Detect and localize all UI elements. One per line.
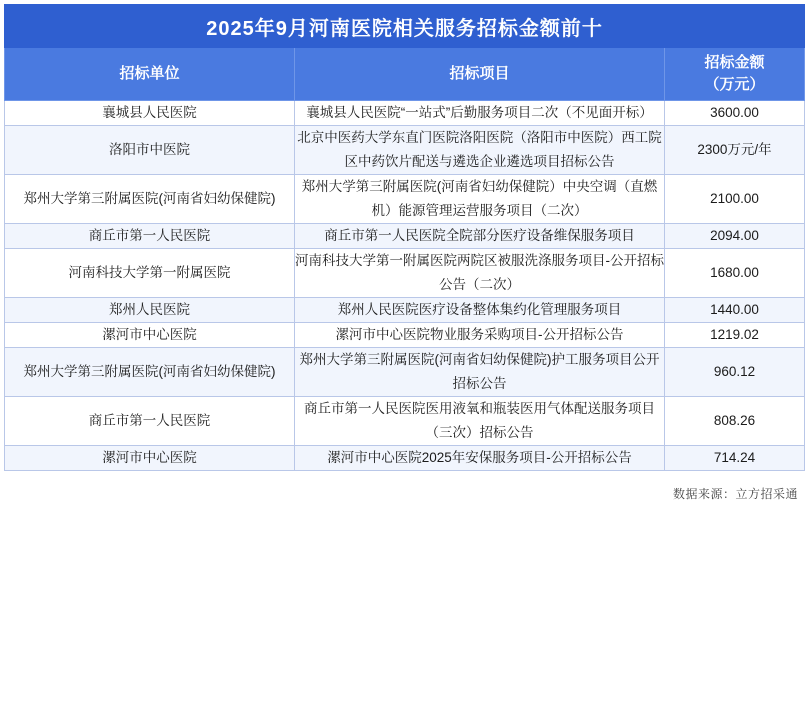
cell-project: 商丘市第一人民医院医用液氧和瓶装医用气体配送服务项目（三次）招标公告 xyxy=(295,397,665,446)
table-row xyxy=(5,348,805,397)
cell-unit: 漯河市中心医院 xyxy=(5,446,295,471)
cell-amount: 960.12 xyxy=(665,348,805,397)
cell-amount: 2100.00 xyxy=(665,175,805,224)
column-header-amount xyxy=(665,48,805,101)
cell-unit: 洛阳市中医院 xyxy=(5,126,295,175)
cell-amount: 1219.02 xyxy=(665,323,805,348)
cell-project: 河南科技大学第一附属医院两院区被服洗涤服务项目-公开招标公告（二次） xyxy=(295,249,665,298)
cell-unit: 郑州大学第三附属医院(河南省妇幼保健院) xyxy=(5,348,295,397)
table-row xyxy=(5,126,805,175)
cell-amount: 1680.00 xyxy=(665,249,805,298)
cell-project: 北京中医药大学东直门医院洛阳医院（洛阳市中医院）西工院区中药饮片配送与遴选企业遴选项目招标公告 xyxy=(295,126,665,175)
cell-amount: 2300万元/年 xyxy=(665,126,805,175)
table-row xyxy=(5,224,805,249)
column-header-amount-main: 招标金额 xyxy=(704,54,765,71)
bid-ranking-table xyxy=(4,4,805,471)
cell-project: 郑州大学第三附属医院(河南省妇幼保健院）中央空调（直燃机）能源管理运营服务项目（二次） xyxy=(295,175,665,224)
table-row xyxy=(5,175,805,224)
cell-amount: 1440.00 xyxy=(665,298,805,323)
table-header-row xyxy=(5,48,805,101)
cell-project: 漯河市中心医院物业服务采购项目-公开招标公告 xyxy=(295,323,665,348)
table-title-row xyxy=(5,5,805,48)
cell-unit: 河南科技大学第一附属医院 xyxy=(5,249,295,298)
table-row xyxy=(5,249,805,298)
cell-unit: 郑州人民医院 xyxy=(5,298,295,323)
table-row xyxy=(5,298,805,323)
column-header-project: 招标项目 xyxy=(295,48,665,101)
column-header-unit: 招标单位 xyxy=(5,48,295,101)
cell-unit: 商丘市第一人民医院 xyxy=(5,397,295,446)
data-source-note: 数据来源：立方招采通 xyxy=(672,487,798,501)
cell-project: 襄城县人民医院“一站式”后勤服务项目二次（不见面开标） xyxy=(295,101,665,126)
cell-project: 漯河市中心医院2025年安保服务项目-公开招标公告 xyxy=(295,446,665,471)
cell-amount: 714.24 xyxy=(665,446,805,471)
cell-project: 郑州大学第三附属医院(河南省妇幼保健院)护工服务项目公开招标公告 xyxy=(295,348,665,397)
cell-project: 商丘市第一人民医院全院部分医疗设备维保服务项目 xyxy=(295,224,665,249)
table-row xyxy=(5,446,805,471)
page-title: 2025年9月河南医院相关服务招标金额前十 xyxy=(5,5,805,48)
cell-unit: 郑州大学第三附属医院(河南省妇幼保健院) xyxy=(5,175,295,224)
cell-project: 郑州人民医院医疗设备整体集约化管理服务项目 xyxy=(295,298,665,323)
cell-unit: 商丘市第一人民医院 xyxy=(5,224,295,249)
column-header-amount-unit: （万元） xyxy=(704,76,765,93)
cell-amount: 2094.00 xyxy=(665,224,805,249)
cell-unit: 襄城县人民医院 xyxy=(5,101,295,126)
cell-unit: 漯河市中心医院 xyxy=(5,323,295,348)
table-row xyxy=(5,397,805,446)
table-row xyxy=(5,101,805,126)
cell-amount: 808.26 xyxy=(665,397,805,446)
cell-amount: 3600.00 xyxy=(665,101,805,126)
table-row xyxy=(5,323,805,348)
